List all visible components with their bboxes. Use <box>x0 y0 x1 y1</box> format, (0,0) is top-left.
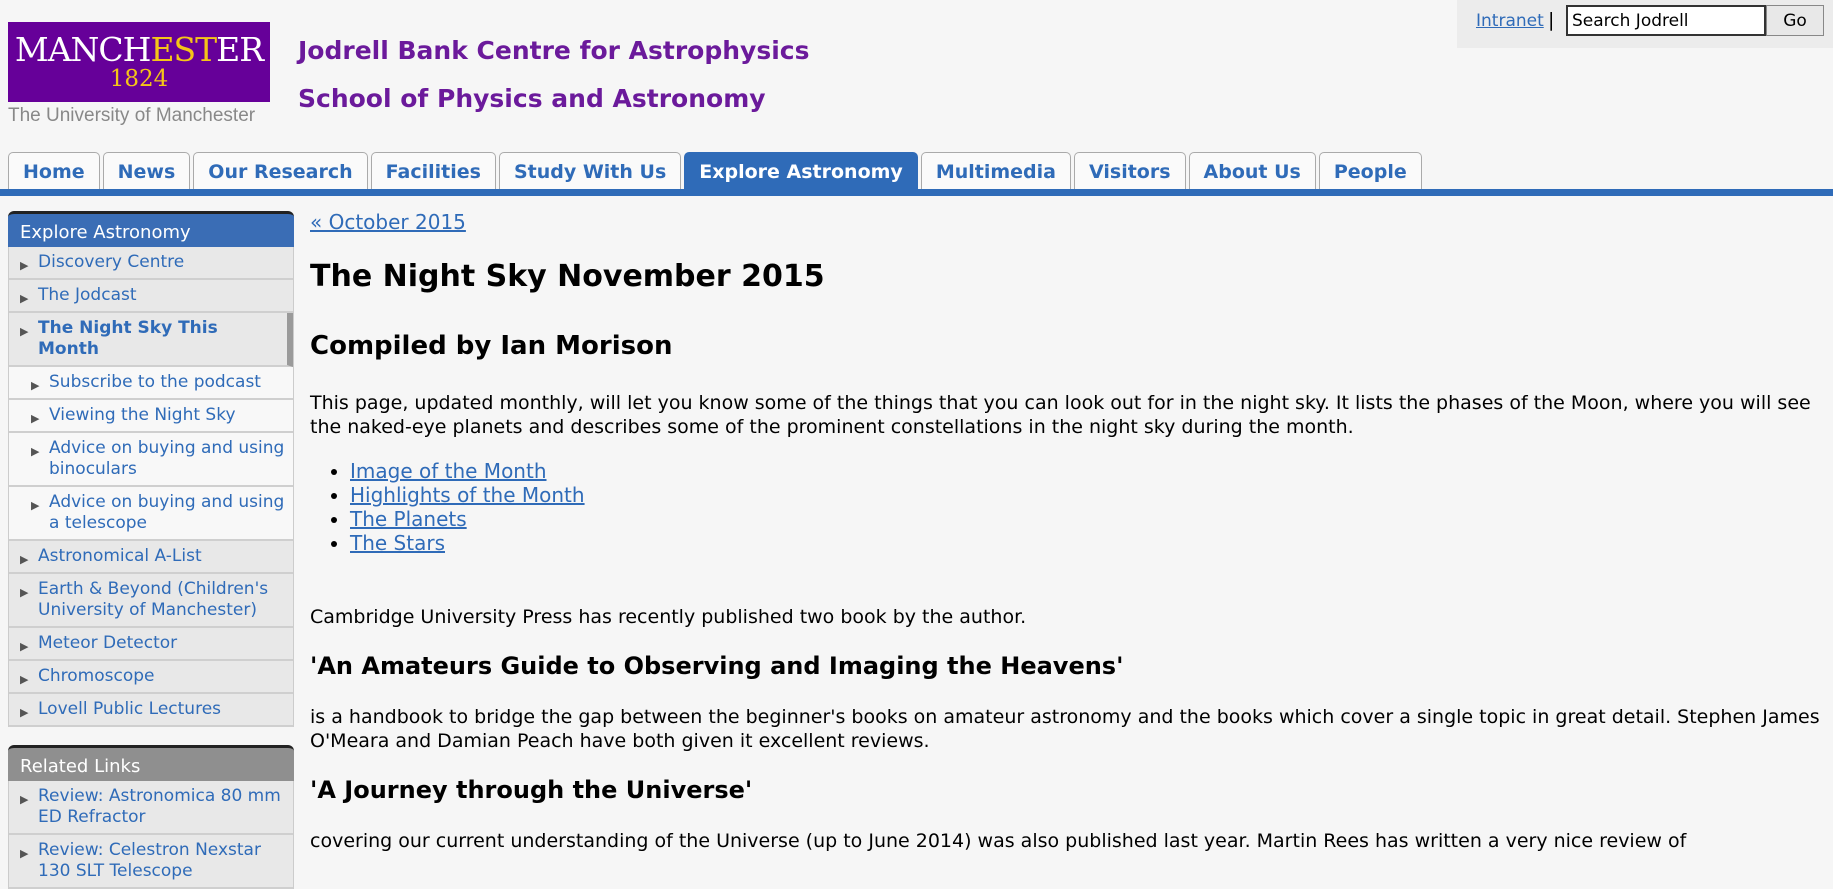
related-link-celestron[interactable]: ▶ Review: Celestron Nexstar 130 SLT Telescope <box>9 835 293 889</box>
related-links-menu <box>8 781 294 889</box>
related-link-astronomica[interactable]: ▶ Review: Astronomica 80 mm ED Refractor <box>9 781 293 835</box>
book1-description: is a handbook to bridge the gap between the beginner's books on amateur astronomy and the books which cover a single topic in great detail. Stephen James O'Meara and Damian Peach have both given it excellent reviews. <box>310 706 1820 752</box>
planets-link[interactable]: The Planets <box>350 507 467 531</box>
logo-university-name: The University of Manchester <box>8 105 256 126</box>
university-logo[interactable] <box>8 22 270 127</box>
list-item <box>350 483 1825 507</box>
triangle-right-icon: ▶ <box>20 292 29 305</box>
tab-home[interactable]: Home <box>8 152 100 190</box>
triangle-right-icon: ▶ <box>20 847 29 860</box>
list-item <box>350 507 1825 531</box>
sidebar-item-subscribe-podcast[interactable]: ▶ Subscribe to the podcast <box>9 367 293 400</box>
sidebar-heading[interactable]: Explore Astronomy <box>8 211 294 247</box>
triangle-right-icon: ▶ <box>20 259 29 272</box>
tab-study-with-us[interactable]: Study With Us <box>499 152 681 190</box>
sidebar-item-a-list[interactable]: ▶ Astronomical A-List <box>9 541 293 574</box>
sidebar <box>8 211 294 889</box>
tab-our-research[interactable]: Our Research <box>193 152 367 190</box>
section-links <box>310 459 1825 555</box>
utility-separator: | <box>1548 9 1555 31</box>
page-title: The Night Sky November 2015 <box>310 259 825 294</box>
sidebar-item-discovery-centre[interactable]: ▶ Discovery Centre <box>9 247 293 280</box>
triangle-right-icon: ▶ <box>31 379 40 392</box>
triangle-right-icon: ▶ <box>20 706 29 719</box>
sidebar-item-meteor-detector[interactable]: ▶ Meteor Detector <box>9 628 293 661</box>
sidebar-menu <box>8 247 294 727</box>
triangle-right-icon: ▶ <box>20 586 29 599</box>
sidebar-item-telescope[interactable]: ▶ Advice on buying and using a telescope <box>9 487 293 541</box>
intro-paragraph: This page, updated monthly, will let you know some of the things that you can look out for in the night sky. It lists the phases of the Moon, where you will see the naked-eye planets and describes some of the prominent constellations in the night sky during the month. <box>310 392 1811 438</box>
tab-people[interactable]: People <box>1319 152 1422 190</box>
search-input[interactable] <box>1566 5 1766 36</box>
sidebar-item-chromoscope[interactable]: ▶ Chromoscope <box>9 661 293 694</box>
image-of-month-link[interactable]: Image of the Month <box>350 459 547 483</box>
sidebar-item-jodcast[interactable]: ▶ The Jodcast <box>9 280 293 313</box>
tab-explore-astronomy[interactable]: Explore Astronomy <box>684 152 918 190</box>
book1-title: 'An Amateurs Guide to Observing and Imaging the Heavens' <box>310 652 1124 680</box>
cup-paragraph: Cambridge University Press has recently published two book by the author. <box>310 606 1027 628</box>
previous-month-link[interactable]: « October 2015 <box>310 210 466 234</box>
logo-crest <box>8 22 270 102</box>
logo-year: 1824 <box>109 66 169 92</box>
triangle-right-icon: ▶ <box>20 793 29 806</box>
sidebar-item-viewing-night-sky[interactable]: ▶ Viewing the Night Sky <box>9 400 293 433</box>
compiled-by-heading: Compiled by Ian Morison <box>310 331 673 361</box>
tab-facilities[interactable]: Facilities <box>371 152 496 190</box>
sidebar-item-night-sky[interactable]: ▶ The Night Sky This Month <box>9 313 293 367</box>
site-subtitle[interactable]: School of Physics and Astronomy <box>298 84 766 113</box>
site-title[interactable]: Jodrell Bank Centre for Astrophysics <box>298 36 810 65</box>
related-links-heading: Related Links <box>8 745 294 781</box>
tab-visitors[interactable]: Visitors <box>1074 152 1186 190</box>
list-item <box>350 531 1825 555</box>
intranet-link[interactable]: Intranet <box>1476 11 1544 31</box>
sidebar-item-earth-beyond[interactable]: ▶ Earth & Beyond (Children's University of Manchester) <box>9 574 293 628</box>
book2-title: 'A Journey through the Universe' <box>310 776 753 804</box>
sidebar-item-binoculars[interactable]: ▶ Advice on buying and using binoculars <box>9 433 293 487</box>
tab-multimedia[interactable]: Multimedia <box>921 152 1071 190</box>
triangle-right-icon: ▶ <box>31 412 40 425</box>
tab-about-us[interactable]: About Us <box>1189 152 1316 190</box>
highlights-link[interactable]: Highlights of the Month <box>350 483 585 507</box>
triangle-right-icon: ▶ <box>31 445 40 458</box>
triangle-right-icon: ▶ <box>31 499 40 512</box>
utility-bar <box>1457 0 1833 48</box>
triangle-right-icon: ▶ <box>20 325 29 338</box>
sidebar-spacer <box>8 727 294 745</box>
search-go-button[interactable]: Go <box>1766 5 1824 36</box>
triangle-right-icon: ▶ <box>20 673 29 686</box>
nav-underline <box>0 189 1833 196</box>
stars-link[interactable]: The Stars <box>350 531 445 555</box>
triangle-right-icon: ▶ <box>20 640 29 653</box>
main-content <box>310 210 1825 853</box>
main-nav <box>8 152 1425 190</box>
book2-description: covering our current understanding of the Universe (up to June 2014) was also published last year. Martin Rees has written a very nice review of <box>310 830 1687 852</box>
list-item <box>350 459 1825 483</box>
sidebar-item-lovell-lectures[interactable]: ▶ Lovell Public Lectures <box>9 694 293 727</box>
triangle-right-icon: ▶ <box>20 553 29 566</box>
logo-wordmark: MANCHESTER <box>14 30 264 69</box>
tab-news[interactable]: News <box>103 152 191 190</box>
